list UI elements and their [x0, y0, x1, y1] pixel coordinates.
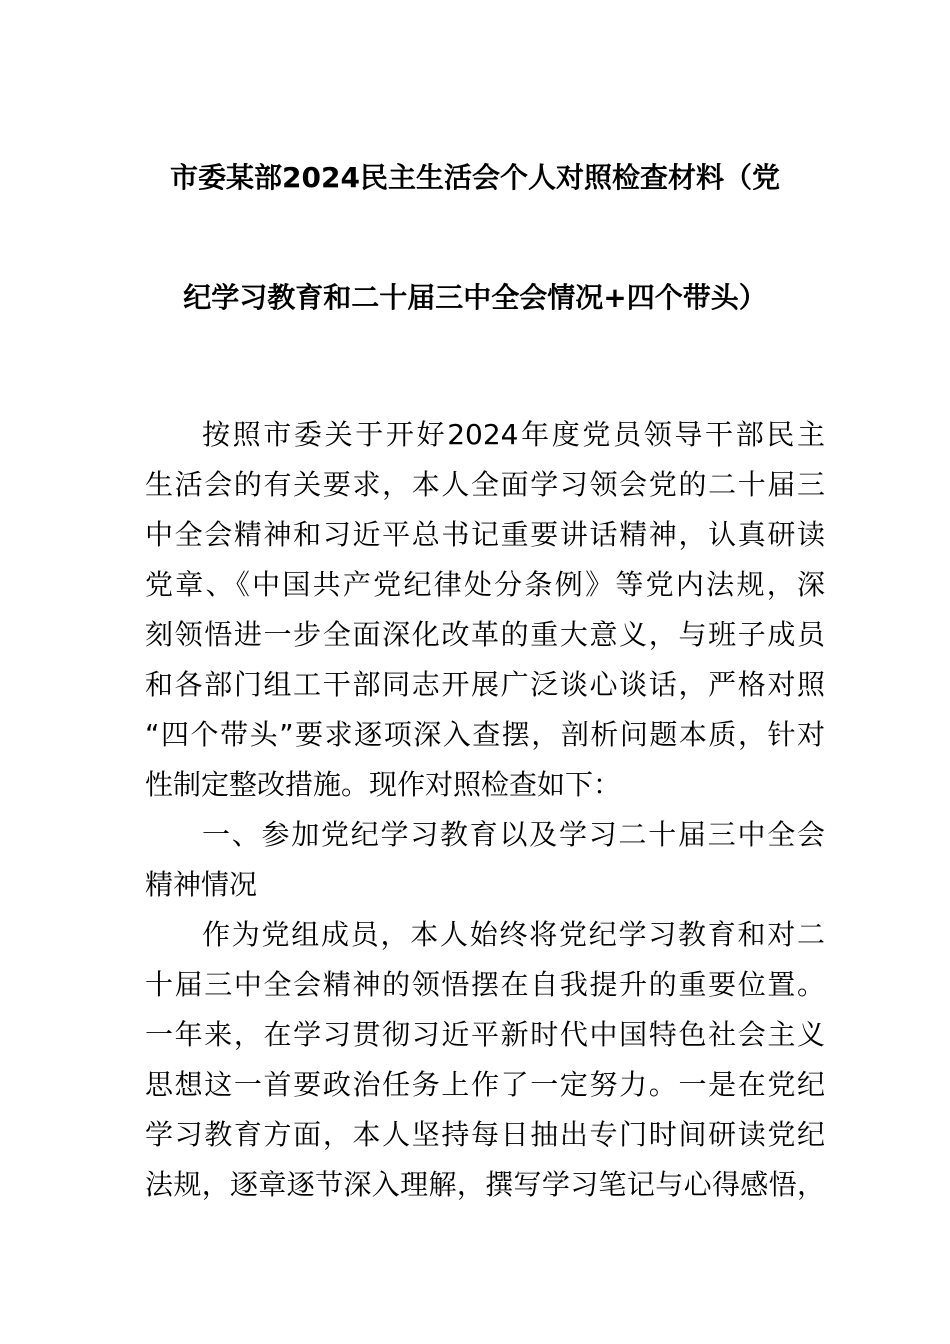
text-line: 思想这一首要政治任务上作了一定努力。一是在党纪: [145, 1068, 825, 1101]
text-line: “四个带头”要求逐项深入查摆，剖析问题本质，针对: [145, 718, 825, 751]
text-line: 生活会的有关要求，本人全面学习领会党的二十届三: [145, 468, 825, 501]
section-heading-1: [145, 810, 825, 910]
text-line: 和各部门组工干部同志开展广泛谈心谈话，严格对照: [145, 668, 825, 701]
paragraph-intro: [145, 410, 825, 810]
heading-line: 精神情况: [145, 868, 258, 901]
document-title-line-2: 纪学习教育和二十届三中全会情况+四个带头）: [183, 281, 767, 314]
text-line: 法规，逐章逐节深入理解，撰写学习笔记与心得感悟，: [145, 1168, 825, 1201]
text-line: 按照市委关于开好2024年度党员领导干部民主: [202, 418, 825, 451]
text-line: 党章、《中国共产党纪律处分条例》等党内法规，深: [145, 568, 825, 601]
text-line: 刻领悟进一步全面深化改革的重大意义，与班子成员: [145, 618, 825, 651]
text-line: 学习教育方面，本人坚持每日抽出专门时间研读党纪: [145, 1118, 825, 1151]
heading-line: 一、参加党纪学习教育以及学习二十届三中全会: [202, 818, 825, 851]
text-line: 性制定整改措施。现作对照检查如下：: [145, 768, 622, 801]
text-line: 中全会精神和习近平总书记重要讲话精神，认真研读: [145, 518, 825, 551]
text-line: 作为党组成员，本人始终将党纪学习教育和对二: [202, 918, 825, 951]
paragraph-section-1: [145, 910, 825, 1210]
text-line: 十届三中全会精神的领悟摆在自我提升的重要位置。: [145, 968, 825, 1001]
document-body: [145, 410, 825, 1210]
text-line: 一年来，在学习贯彻习近平新时代中国特色社会主义: [145, 1018, 825, 1051]
document-title-line-1: 市委某部2024民主生活会个人对照检查材料（党: [170, 161, 780, 194]
